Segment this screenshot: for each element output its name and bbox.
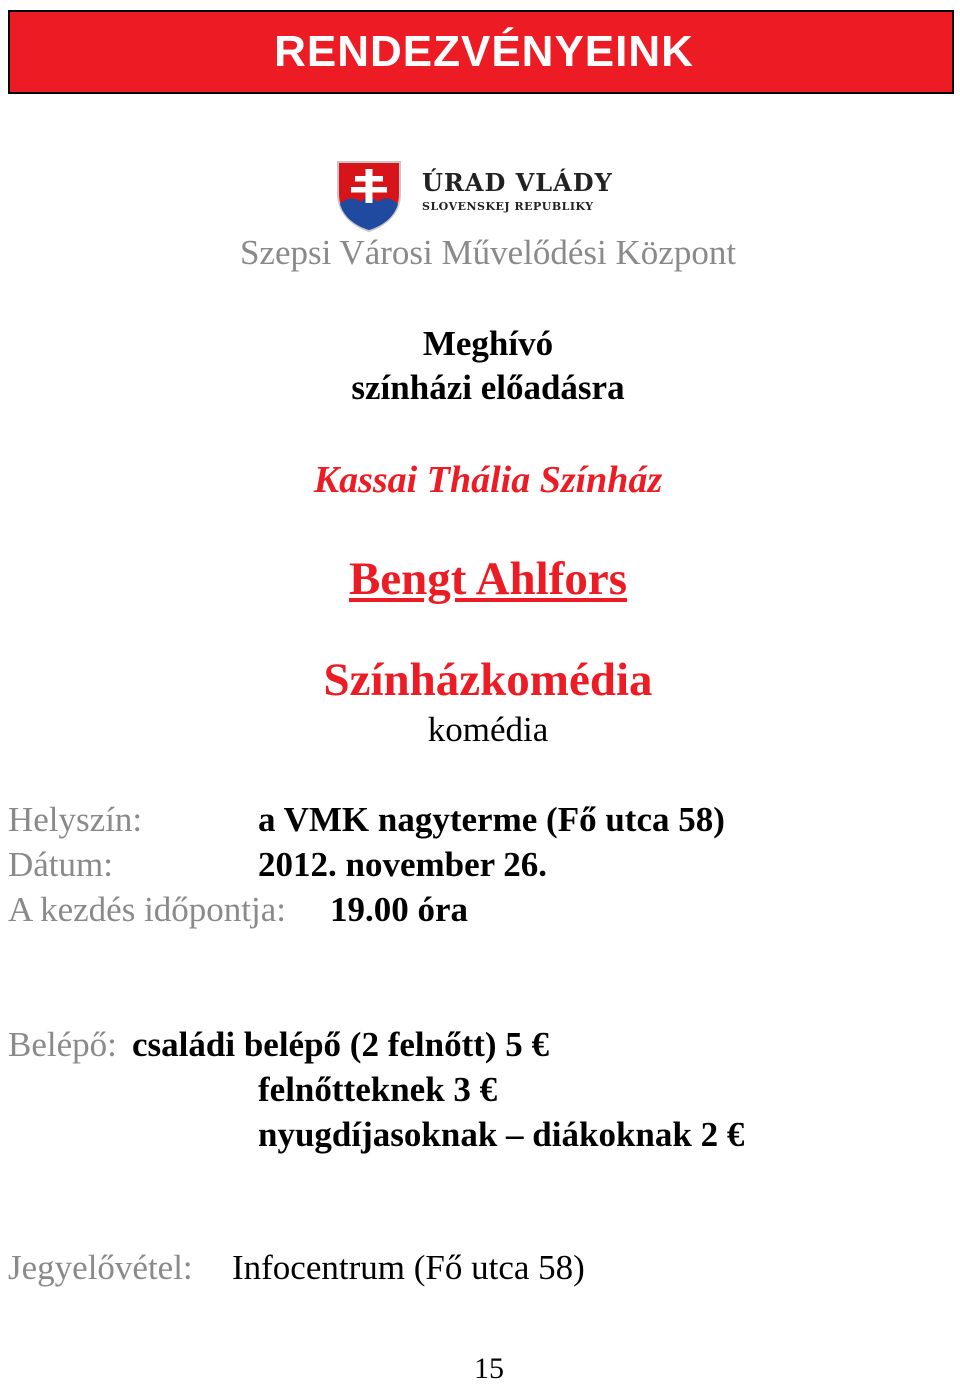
theatre-name: Kassai Thália Színház xyxy=(313,459,663,501)
page-number: 15 xyxy=(474,1352,504,1385)
venue-row xyxy=(8,800,725,840)
venue-value: a VMK nagyterme (Fő utca 58) xyxy=(258,800,725,839)
play-title: Színházkomédia xyxy=(323,654,653,706)
organizer-name: Szepsi Városi Művelődési Központ xyxy=(239,233,737,272)
booking-label: Jegyelővétel: xyxy=(8,1248,193,1287)
start-time-row xyxy=(8,890,469,930)
play-genre: komédia xyxy=(427,710,549,749)
ticket-family: családi belépő (2 felnőtt) 5 € xyxy=(132,1025,550,1064)
ticket-adults: felnőtteknek 3 € xyxy=(258,1070,498,1109)
booking-row xyxy=(8,1248,585,1288)
government-logo xyxy=(334,160,644,232)
invitation-subtitle: színházi előadásra xyxy=(351,368,625,407)
invitation-title: Meghívó xyxy=(422,324,554,363)
author-name: Bengt Ahlfors xyxy=(348,553,628,605)
booking-value: Infocentrum (Fő utca 58) xyxy=(232,1248,585,1287)
start-time-value: 19.00 óra xyxy=(330,890,469,929)
ticket-row-family xyxy=(8,1025,550,1065)
date-label: Dátum: xyxy=(8,845,113,884)
banner-title: RENDEZVÉNYEINK xyxy=(274,27,694,76)
date-value: 2012. november 26. xyxy=(258,845,548,884)
logo-subtitle: SLOVENSKEJ REPUBLIKY xyxy=(422,200,594,213)
logo-name: ÚRAD VLÁDY xyxy=(422,168,613,197)
slovak-coat-of-arms-icon xyxy=(334,160,404,232)
ticket-seniors-students: nyugdíjasoknak – diákoknak 2 € xyxy=(258,1115,745,1154)
header-banner xyxy=(8,10,954,94)
start-time-label: A kezdés időpontja: xyxy=(8,890,287,929)
venue-label: Helyszín: xyxy=(8,800,143,839)
date-row xyxy=(8,845,548,885)
ticket-label: Belépő: xyxy=(8,1025,117,1064)
